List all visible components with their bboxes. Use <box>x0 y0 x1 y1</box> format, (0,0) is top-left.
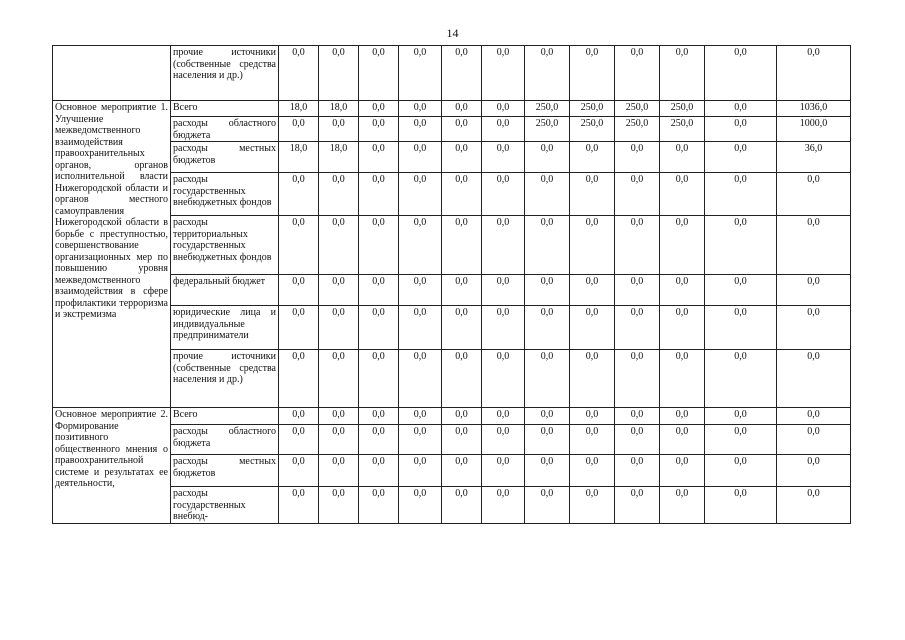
value-cell: 0,0 <box>660 350 705 408</box>
value-cell: 0,0 <box>399 142 442 173</box>
value-cell: 0,0 <box>279 350 319 408</box>
value-cell: 0,0 <box>482 46 525 101</box>
value-cell: 0,0 <box>442 46 482 101</box>
value-cell: 0,0 <box>359 350 399 408</box>
value-cell: 0,0 <box>660 408 705 425</box>
value-cell: 0,0 <box>777 216 851 275</box>
table-row <box>53 216 851 275</box>
table-row <box>53 46 851 101</box>
value-cell: 0,0 <box>660 425 705 455</box>
value-cell: 0,0 <box>319 487 359 524</box>
value-cell: 0,0 <box>279 455 319 487</box>
value-cell: 0,0 <box>705 425 777 455</box>
value-cell: 0,0 <box>399 46 442 101</box>
value-cell: 0,0 <box>359 142 399 173</box>
value-cell: 0,0 <box>570 46 615 101</box>
value-cell: 0,0 <box>319 275 359 306</box>
value-cell: 0,0 <box>482 350 525 408</box>
table-row <box>53 275 851 306</box>
table-row <box>53 101 851 117</box>
funding-source-cell: расходы местных бюджетов <box>171 455 279 487</box>
value-cell: 0,0 <box>777 487 851 524</box>
value-cell: 0,0 <box>615 487 660 524</box>
value-cell: 0,0 <box>525 142 570 173</box>
value-cell: 0,0 <box>660 216 705 275</box>
value-cell: 0,0 <box>615 425 660 455</box>
value-cell: 0,0 <box>359 46 399 101</box>
value-cell: 0,0 <box>777 173 851 216</box>
value-cell: 0,0 <box>660 142 705 173</box>
value-cell: 250,0 <box>615 117 660 142</box>
value-cell: 0,0 <box>442 350 482 408</box>
table-row <box>53 306 851 350</box>
value-cell: 0,0 <box>482 487 525 524</box>
value-cell: 0,0 <box>399 425 442 455</box>
value-cell: 0,0 <box>399 173 442 216</box>
table-body <box>53 46 851 524</box>
value-cell: 0,0 <box>399 275 442 306</box>
value-cell: 0,0 <box>705 275 777 306</box>
value-cell: 0,0 <box>319 216 359 275</box>
value-cell: 0,0 <box>777 350 851 408</box>
value-cell: 0,0 <box>660 455 705 487</box>
value-cell: 0,0 <box>525 306 570 350</box>
funding-source-cell: федеральный бюджет <box>171 275 279 306</box>
value-cell: 0,0 <box>279 275 319 306</box>
value-cell: 250,0 <box>660 117 705 142</box>
table-row <box>53 425 851 455</box>
value-cell: 0,0 <box>399 350 442 408</box>
table-row <box>53 350 851 408</box>
value-cell: 0,0 <box>359 425 399 455</box>
value-cell: 0,0 <box>442 173 482 216</box>
value-cell: 0,0 <box>359 173 399 216</box>
value-cell: 250,0 <box>660 101 705 117</box>
value-cell: 0,0 <box>705 216 777 275</box>
value-cell: 0,0 <box>705 101 777 117</box>
value-cell: 0,0 <box>442 275 482 306</box>
value-cell: 18,0 <box>279 142 319 173</box>
value-cell: 0,0 <box>399 117 442 142</box>
funding-source-cell: расходы территориальных государственных внебюджетных фондов <box>171 216 279 275</box>
value-cell: 0,0 <box>482 117 525 142</box>
value-cell: 0,0 <box>570 142 615 173</box>
value-cell: 0,0 <box>359 117 399 142</box>
funding-source-cell: Всего <box>171 101 279 117</box>
measure-cell: Основное мероприятие 1. Улучшение межведомственного взаимодействия правоохранительных органов, органов исполнительной власти Нижегородской области и органов местного самоуправления Нижегородской области в борьбе с преступностью, совершенствование организационных мер по повышению уровня межведомственного взаимодействия в сфере профилактики терроризма и экстремизма <box>53 101 171 408</box>
value-cell: 0,0 <box>777 408 851 425</box>
measure-cell: Основное мероприятие 2. Формирование позитивного общественного мнения о правоохранительной системе и результатах ее деятельности, <box>53 408 171 524</box>
value-cell: 0,0 <box>705 173 777 216</box>
value-cell: 0,0 <box>705 46 777 101</box>
value-cell: 0,0 <box>279 306 319 350</box>
value-cell: 0,0 <box>705 408 777 425</box>
table-row <box>53 142 851 173</box>
value-cell: 0,0 <box>777 275 851 306</box>
value-cell: 0,0 <box>482 275 525 306</box>
value-cell: 0,0 <box>615 142 660 173</box>
value-cell: 0,0 <box>359 455 399 487</box>
value-cell: 0,0 <box>482 425 525 455</box>
value-cell: 0,0 <box>615 173 660 216</box>
value-cell: 0,0 <box>482 408 525 425</box>
value-cell: 0,0 <box>482 306 525 350</box>
value-cell: 0,0 <box>660 487 705 524</box>
value-cell: 0,0 <box>660 275 705 306</box>
value-cell: 0,0 <box>319 46 359 101</box>
value-cell: 0,0 <box>442 101 482 117</box>
funding-source-cell: расходы местных бюджетов <box>171 142 279 173</box>
value-cell: 0,0 <box>705 142 777 173</box>
value-cell: 0,0 <box>279 408 319 425</box>
value-cell: 0,0 <box>570 408 615 425</box>
value-cell: 0,0 <box>525 455 570 487</box>
value-cell: 0,0 <box>399 455 442 487</box>
table-row <box>53 408 851 425</box>
value-cell: 0,0 <box>615 46 660 101</box>
value-cell: 0,0 <box>705 487 777 524</box>
value-cell: 0,0 <box>570 275 615 306</box>
page-number: 14 <box>446 26 459 40</box>
value-cell: 0,0 <box>570 216 615 275</box>
value-cell: 0,0 <box>442 455 482 487</box>
value-cell: 0,0 <box>615 216 660 275</box>
table-row <box>53 117 851 142</box>
value-cell: 0,0 <box>615 350 660 408</box>
value-cell: 0,0 <box>705 117 777 142</box>
value-cell: 0,0 <box>399 306 442 350</box>
value-cell: 0,0 <box>570 425 615 455</box>
value-cell: 0,0 <box>399 101 442 117</box>
value-cell: 0,0 <box>570 306 615 350</box>
value-cell: 0,0 <box>777 46 851 101</box>
value-cell: 0,0 <box>319 173 359 216</box>
funding-source-cell: юридические лица и индивидуальные предприниматели <box>171 306 279 350</box>
value-cell: 0,0 <box>442 117 482 142</box>
value-cell: 0,0 <box>359 487 399 524</box>
value-cell: 0,0 <box>525 46 570 101</box>
table-row <box>53 455 851 487</box>
value-cell: 0,0 <box>359 101 399 117</box>
funding-source-cell: расходы государственных внебюд- <box>171 487 279 524</box>
value-cell: 0,0 <box>319 425 359 455</box>
measure-cell <box>53 46 171 101</box>
value-cell: 36,0 <box>777 142 851 173</box>
value-cell: 0,0 <box>279 216 319 275</box>
value-cell: 0,0 <box>482 101 525 117</box>
value-cell: 250,0 <box>570 101 615 117</box>
value-cell: 0,0 <box>399 487 442 524</box>
value-cell: 0,0 <box>442 306 482 350</box>
funding-source-cell: расходы государственных внебюджетных фондов <box>171 173 279 216</box>
value-cell: 18,0 <box>319 142 359 173</box>
value-cell: 0,0 <box>525 216 570 275</box>
value-cell: 0,0 <box>319 350 359 408</box>
value-cell: 0,0 <box>482 216 525 275</box>
value-cell: 18,0 <box>279 101 319 117</box>
value-cell: 0,0 <box>442 425 482 455</box>
value-cell: 0,0 <box>319 455 359 487</box>
value-cell: 0,0 <box>525 173 570 216</box>
value-cell: 0,0 <box>482 142 525 173</box>
value-cell: 0,0 <box>570 350 615 408</box>
value-cell: 0,0 <box>399 216 442 275</box>
value-cell: 0,0 <box>777 306 851 350</box>
value-cell: 250,0 <box>525 101 570 117</box>
value-cell: 0,0 <box>615 275 660 306</box>
value-cell: 0,0 <box>570 455 615 487</box>
value-cell: 0,0 <box>482 173 525 216</box>
value-cell: 0,0 <box>705 455 777 487</box>
value-cell: 0,0 <box>399 408 442 425</box>
value-cell: 0,0 <box>570 487 615 524</box>
value-cell: 0,0 <box>442 216 482 275</box>
table-row <box>53 487 851 524</box>
value-cell: 0,0 <box>615 408 660 425</box>
funding-source-cell: прочие источники (собственные средства населения и др.) <box>171 46 279 101</box>
value-cell: 0,0 <box>570 173 615 216</box>
value-cell: 250,0 <box>615 101 660 117</box>
value-cell: 0,0 <box>279 117 319 142</box>
funding-table <box>52 45 851 524</box>
value-cell: 0,0 <box>525 408 570 425</box>
value-cell: 0,0 <box>279 487 319 524</box>
table-row <box>53 173 851 216</box>
funding-source-cell: прочие источники (собственные средства населения и др.) <box>171 350 279 408</box>
value-cell: 0,0 <box>319 117 359 142</box>
value-cell: 0,0 <box>660 173 705 216</box>
value-cell: 0,0 <box>777 425 851 455</box>
value-cell: 0,0 <box>279 46 319 101</box>
value-cell: 0,0 <box>705 350 777 408</box>
value-cell: 0,0 <box>525 487 570 524</box>
value-cell: 0,0 <box>442 487 482 524</box>
funding-source-cell: расходы областного бюджета <box>171 117 279 142</box>
value-cell: 0,0 <box>660 46 705 101</box>
value-cell: 1036,0 <box>777 101 851 117</box>
value-cell: 0,0 <box>525 350 570 408</box>
value-cell: 0,0 <box>442 408 482 425</box>
value-cell: 0,0 <box>482 455 525 487</box>
value-cell: 0,0 <box>319 306 359 350</box>
value-cell: 0,0 <box>319 408 359 425</box>
value-cell: 0,0 <box>777 455 851 487</box>
value-cell: 0,0 <box>359 408 399 425</box>
value-cell: 0,0 <box>279 173 319 216</box>
value-cell: 0,0 <box>525 425 570 455</box>
value-cell: 0,0 <box>525 275 570 306</box>
value-cell: 0,0 <box>279 425 319 455</box>
value-cell: 250,0 <box>525 117 570 142</box>
value-cell: 18,0 <box>319 101 359 117</box>
value-cell: 0,0 <box>442 142 482 173</box>
funding-source-cell: Всего <box>171 408 279 425</box>
value-cell: 0,0 <box>359 275 399 306</box>
value-cell: 0,0 <box>615 306 660 350</box>
value-cell: 0,0 <box>705 306 777 350</box>
value-cell: 0,0 <box>615 455 660 487</box>
value-cell: 0,0 <box>359 306 399 350</box>
funding-source-cell: расходы областного бюджета <box>171 425 279 455</box>
value-cell: 0,0 <box>660 306 705 350</box>
value-cell: 1000,0 <box>777 117 851 142</box>
value-cell: 0,0 <box>359 216 399 275</box>
value-cell: 250,0 <box>570 117 615 142</box>
